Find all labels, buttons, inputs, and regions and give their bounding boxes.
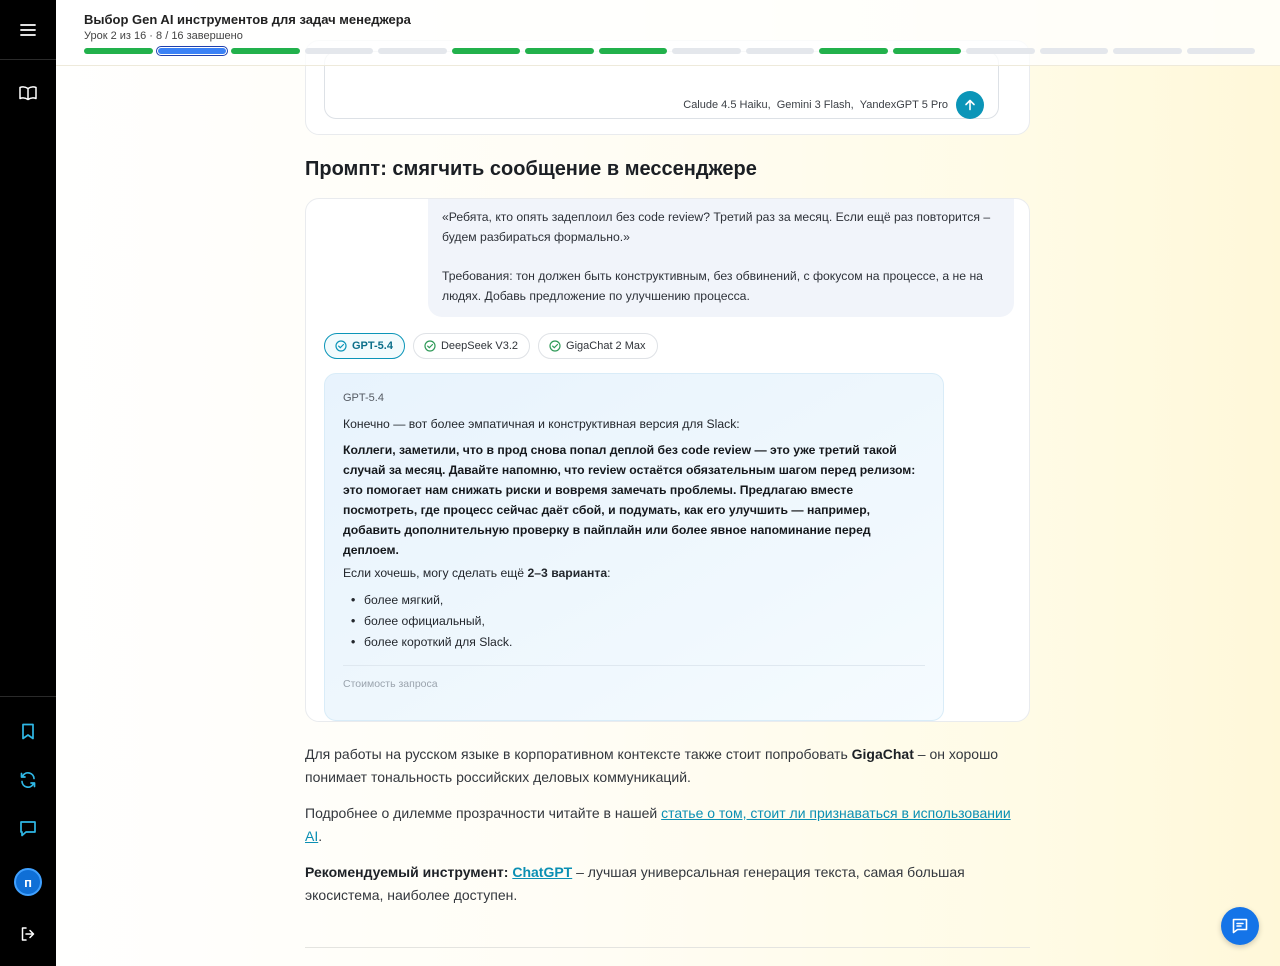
prompt-example-card [305, 198, 1030, 722]
arrow-up-icon [964, 99, 976, 111]
lesson-progress-bar [84, 48, 1255, 54]
lesson-progress-text: Урок 2 из 16 · 8 / 16 завершено [84, 30, 243, 42]
answer-rewritten-message: Коллеги, заметили, что в прод снова попал деплой без code review — это уже третий такой случай за месяц. Давайте напомню, что review остаётся обязательным шагом перед релизом: это помогает нам снижать риски и вовремя замечать проблемы. Предлагаю вместе посмотреть, где процесс сейчас даёт сбой, и подумать, как его улучшить — например, добавить дополнительную проверку в пайплайн или более явное напоминание перед деплоем. [343, 443, 916, 557]
answer-offer [343, 566, 925, 580]
bookmarks-button[interactable] [0, 711, 56, 751]
list-item: • более официальный, [343, 611, 925, 632]
tab-label: GPT-5.4 [352, 340, 393, 352]
send-button[interactable] [956, 91, 984, 119]
paragraph-transparency [305, 802, 1030, 848]
divider [343, 665, 925, 666]
model-name: Gemini 3 Flash, [776, 99, 854, 111]
progress-segment[interactable] [378, 48, 447, 54]
messages-button[interactable] [0, 808, 56, 848]
refresh-button[interactable] [0, 760, 56, 800]
paragraph-text: Подробнее о дилемме прозрачности читайте в нашей [305, 805, 662, 821]
paragraph-text: Для работы на русском языке в корпоративном контексте также стоит попробовать [305, 746, 852, 762]
course-title: Выбор Gen AI инструментов для задач менеджера [84, 12, 411, 27]
user-message [428, 199, 1014, 317]
progress-segment[interactable] [1113, 48, 1182, 54]
paragraph-text: . [318, 828, 323, 844]
progress-segment[interactable] [305, 48, 374, 54]
answer-intro: Конечно — вот более эмпатичная и конструктивная версия для Slack: [343, 417, 740, 431]
avatar[interactable]: п [14, 868, 42, 896]
tab-label: DeepSeek V3.2 [440, 340, 519, 352]
book-icon [19, 85, 37, 101]
answer-offer-suffix: : [607, 566, 611, 580]
progress-segment[interactable] [84, 48, 153, 54]
section-title: Промпт: смягчить сообщение в мессенджере [305, 158, 757, 180]
progress-segment[interactable] [231, 48, 300, 54]
check-circle-icon [424, 340, 436, 352]
paragraph-recommended [305, 861, 1030, 907]
paragraph-text: – он хорошо понимает тональность российских деловых коммуникаций. [305, 746, 999, 785]
answer-model-name: GPT-5.4 [343, 392, 384, 404]
progress-segment[interactable] [525, 48, 594, 54]
user-message-requirements: Требования: тон должен быть конструктивным, без обвинений, с фокусом на процессе, а не на людях. Добавь предложение по улучшению процесса. [442, 269, 983, 303]
progress-segment[interactable] [1040, 48, 1109, 54]
chatgpt-link[interactable]: ChatGPT [512, 864, 573, 880]
message-square-icon [1231, 917, 1249, 935]
progress-segment[interactable] [452, 48, 521, 54]
answer-options [343, 590, 925, 653]
paragraph-bold: GigaChat [851, 746, 914, 762]
model-answer [324, 373, 944, 721]
menu-icon [20, 23, 36, 37]
sidebar-divider [0, 696, 56, 697]
tab-label: GigaChat 2 Max [566, 340, 646, 352]
bookmark-icon [21, 723, 35, 740]
tab-gigachat[interactable] [538, 333, 657, 359]
section-divider [305, 947, 1030, 948]
model-name: YandexGPT 5 Pro [859, 99, 948, 111]
tab-deepseek[interactable] [413, 333, 530, 359]
paragraph-gigachat [305, 743, 1030, 789]
progress-segment[interactable] [893, 48, 962, 54]
article-link[interactable]: статье о том, стоит ли признаваться в использовании AI [305, 805, 1011, 844]
paragraph-bold: Рекомендуемый инструмент: [305, 864, 513, 880]
model-list [683, 99, 948, 111]
answer-offer-bold: 2–3 варианта [527, 566, 608, 580]
list-item: • более короткий для Slack. [343, 632, 925, 653]
model-name: Calude 4.5 Haiku, [683, 99, 771, 111]
lesson-header [56, 0, 1280, 66]
check-circle-icon [335, 340, 347, 352]
list-item: • более мягкий, [343, 590, 925, 611]
support-chat-button[interactable] [1221, 907, 1259, 945]
progress-segment[interactable] [599, 48, 668, 54]
progress-segment[interactable] [966, 48, 1035, 54]
request-cost-label: Стоимость запроса [343, 678, 438, 690]
check-circle-icon [549, 340, 561, 352]
answer-offer-prefix: Если хочешь, могу сделать ещё [343, 566, 528, 580]
progress-segment[interactable] [158, 48, 227, 54]
sidebar-divider [0, 59, 56, 60]
model-tabs [324, 333, 658, 359]
paragraph-text: – лучшая универсальная генерация текста, самая большая экосистема, наиболее доступен. [305, 864, 965, 903]
sidebar [0, 0, 56, 966]
progress-segment[interactable] [672, 48, 741, 54]
tab-gpt[interactable] [324, 333, 405, 359]
menu-button[interactable] [0, 10, 56, 50]
chat-icon [19, 820, 37, 837]
logout-icon [20, 926, 36, 942]
user-message-text: «Ребята, кто опять задеплоил без code review? Третий раз за месяц. Если ещё раз повторится – будем разбираться формально.» [442, 210, 991, 244]
progress-segment[interactable] [819, 48, 888, 54]
refresh-icon [19, 771, 37, 789]
progress-segment[interactable] [746, 48, 815, 54]
lessons-button[interactable] [0, 73, 56, 113]
progress-segment[interactable] [1187, 48, 1256, 54]
logout-button[interactable] [0, 914, 56, 954]
